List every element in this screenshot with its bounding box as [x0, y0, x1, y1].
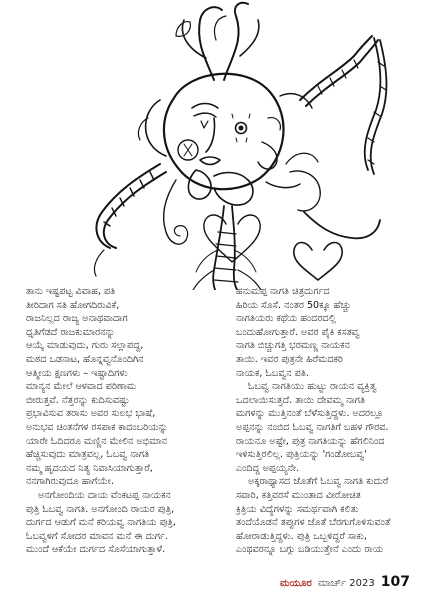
- right-line-1: ಹನುಮಪ್ಪ ನಾಗತಿ ಚಿತ್ರದುರ್ಗದ: [236, 286, 330, 297]
- right-line-13: ಇಳಿಸುತ್ತಿರಲಿಲ್ಲ. ಪುತ್ರಿಯನ್ನು 'ಗಂಡೋಬವ್ವ': [236, 449, 367, 461]
- right-line-16: ಸವಾರಿ, ಕತ್ತಿವರಸೆ ಮುಂತಾದ ವೀರೋಚಿತ: [236, 489, 361, 501]
- right-line-12: ರಾಯನೂ ಅಷ್ಟೇ, ಪುತ್ರ ನಾಗತಿಯನ್ನು ಹೆಗಲಿನಿಂದ: [236, 435, 385, 447]
- left-line-14: ನಮ್ಮ ಹೃದಯದ ನಿತ್ಯ ನಿವಾಸಿಯಾಗುತ್ತಾರೆ,: [26, 462, 153, 474]
- page-number: 107: [380, 574, 410, 590]
- right-line-18: ತಂದೆಯೊಡನೆ ತಪ್ಪುಗಳ ಜೊತೆ ಬೆರಗುಗೊಳಿಸುವಂತೆ: [236, 517, 391, 529]
- left-line-16: ಅನಗೋಂದಿಯ ದಾಯ ವೆಂಕಟಪ್ಪ ನಾಯಕನ: [38, 489, 171, 501]
- right-line-20: ಎಂಥವರನ್ನೂ ಬಗ್ಗು ಬಡಿಯುತ್ತೇನೆ ಎಂದು ರಾಯ: [236, 544, 384, 556]
- article-column-right: [236, 285, 407, 557]
- left-line-11: ಅನುಭವ ಚಿಂತನೆಗಳ ರಸಪಾಕ ಕಾದಂಬರಿಯನ್ನು: [26, 421, 169, 433]
- left-line-19: ಓಬವ್ವಳಿಗೆ ಸೋದರ ಮಾವನ ಮನೆ ಈ ದುರ್ಗ.: [26, 530, 169, 542]
- right-line-9: ಒದಲಾಯಿಸುತ್ತದೆ. ತಾಯಿ ದೇವಮ್ಮ ನಾಗತಿ: [236, 394, 366, 406]
- right-line-19: ಹೋರಾಡುತ್ತಿದ್ದಳು. ಪುತ್ರಿ ಒಬ್ಬಳಿದ್ದರೆ ಸಾಕು,: [236, 530, 367, 542]
- left-line-8: ಮಾನ್ಯನ ಮೇಲೆ ಆಳವಾದ ಪರಿಣಾಮ: [26, 381, 137, 393]
- left-line-3: ರಾಜನಿಲ್ಲದ ರಾಜ್ಯ ಅನಾಥವಾದಾಗ: [26, 313, 128, 325]
- right-line-6: ತಾಯಿ. ಇವರ ಪುತ್ರನೇ ಹಿರೆಮದಕರಿ: [236, 353, 343, 365]
- right-line-11: ಅಪ್ಪನನ್ನು ನಂಬಿದ ಓಬವ್ವ ನಾಗತಿಗೆ ಬಹಳ ಗೌರವ.: [236, 421, 389, 433]
- left-line-10: ಪ್ರಭಾವಿಸುವ ತರಾಸು ಅವರ ಸುಲಭ ಭಾಷೆ,: [26, 408, 156, 420]
- right-line-3: ನಾಗತಿಯರು ಕಥೆಯ ಹಂದರದಲ್ಲಿ: [236, 313, 336, 325]
- issue-date: ಮಾರ್ಚ್ 2023: [317, 578, 375, 589]
- right-line-8: ಓಬವ್ವ ನಾಗತಿಯು ಹುಟ್ಟು ರಾಯನ ವ್ಯಕ್ತಿತ್ವ: [248, 381, 377, 393]
- right-line-4: ಬಂದುಹೋಗುತ್ತಾರೆ. ಅವರ ಪೈಕಿ ಕಸತವ್ವ: [236, 326, 360, 338]
- left-line-9: ಬೀರುತ್ತವೆ. ನೆತ್ತರನ್ನು ಕುದಿಸುವಷ್ಟು: [26, 394, 130, 406]
- left-line-12: ಯಾರೇ ಓದಿದರೂ ಮಣ್ಣಿನ ಮೇಲಿನ ಅಭಿಮಾನ: [26, 435, 168, 447]
- left-line-18: ದುರ್ಗದ ಆಡುಗೆ ಮನೆ ಕರಿಯವ್ವ ನಾಗತಿಯ ಪುತ್ರಿ,: [26, 517, 176, 529]
- left-line-15: ನನಗಾಗಿರುವುದೂ ಹಾಗೆಯೇ.: [26, 476, 114, 488]
- right-line-7: ನಾಯಕ, ಓಬವ್ವನ ಪತಿ.: [236, 367, 309, 379]
- left-line-7: ಆತ್ಮೀಯ ಕ್ಷಣಗಳು – ಇಷ್ಟಾದಿಗಳು: [26, 367, 128, 379]
- right-line-14: ಎಂದಿದ್ದ ಅಪ್ಪಯ್ಯನೇ.: [236, 462, 300, 474]
- ink-illustration: [0, 0, 422, 290]
- left-line-17: ಪುತ್ರಿ ಓಬವ್ವ ನಾಗತಿ. ಅನಗೋಂದಿ ರಾಯರ ಪುತ್ರಿ,: [26, 503, 175, 515]
- left-line-4: ಧೃತಿಗೆಡದೆ ರಾಜಕುಮಾರನನ್ನು: [26, 326, 116, 338]
- right-line-10: ಮಗಳನ್ನು ಮುತ್ತಿನಂತೆ ಬೆಳೆಸುತ್ತಿದ್ದಳು. ಅದರಲ್ಲೂ: [236, 408, 384, 420]
- right-line-17: ಕ್ರಿತ್ರಿಯ ವಿದ್ಯೆಗಳನ್ನು ಸಮರ್ಥವಾಗಿ ಕಲಿತು: [236, 503, 359, 515]
- left-line-6: ಮಠದ ಒಡನಾಟ, ಹೊನ್ನವ್ವನೊಂದಿಗಿನ: [26, 353, 144, 365]
- article-column-left: [26, 285, 210, 557]
- left-line-2: ತೀರಿದಾಗ ಸತಿ ಹೋಗದಿರುವಿಕೆ,: [26, 299, 120, 311]
- magazine-brand: ಮಯೂರ: [279, 578, 312, 589]
- left-line-5: ಆಯ್ಕೆ ಮಾಡುವುದು, ಗುರು ಸಲ್ಲಾಪದ್ದ,: [26, 340, 144, 352]
- left-line-1: ತಾನು ಇಷ್ಟಪಟ್ಟ ವಿವಾಹ, ಪತಿ: [26, 286, 116, 297]
- left-line-20: ಮುಂದೆ ಆಕೆಯೇ ದುರ್ಗದ ಸೊಸೆಯಾಗುತ್ತಾಳೆ.: [26, 544, 166, 556]
- right-line-2: ಹಿರಿಯ ಸೊಸೆ. ನಂತರ 50ಕ್ಕೂ ಹೆಚ್ಚು: [236, 299, 352, 311]
- right-line-15: ಅಕ್ಕರಾಥ್ಯಾಸದ ಜೊತೆಗೆ ಓಬವ್ವ ನಾಗತಿ ಕುದುರೆ: [248, 476, 389, 488]
- right-line-5: ನಾಗತಿ ಬಿಚ್ಚುಗತ್ತಿ ಭರಮಣ್ಣ ನಾಯಕನ: [236, 340, 350, 352]
- page-footer: [240, 574, 410, 592]
- left-line-13: ಹೆಚ್ಚಿಸುವುದು ಮಾತ್ರವಲ್ಲ, ಓಬವ್ವ ನಾಗತಿ: [26, 449, 150, 461]
